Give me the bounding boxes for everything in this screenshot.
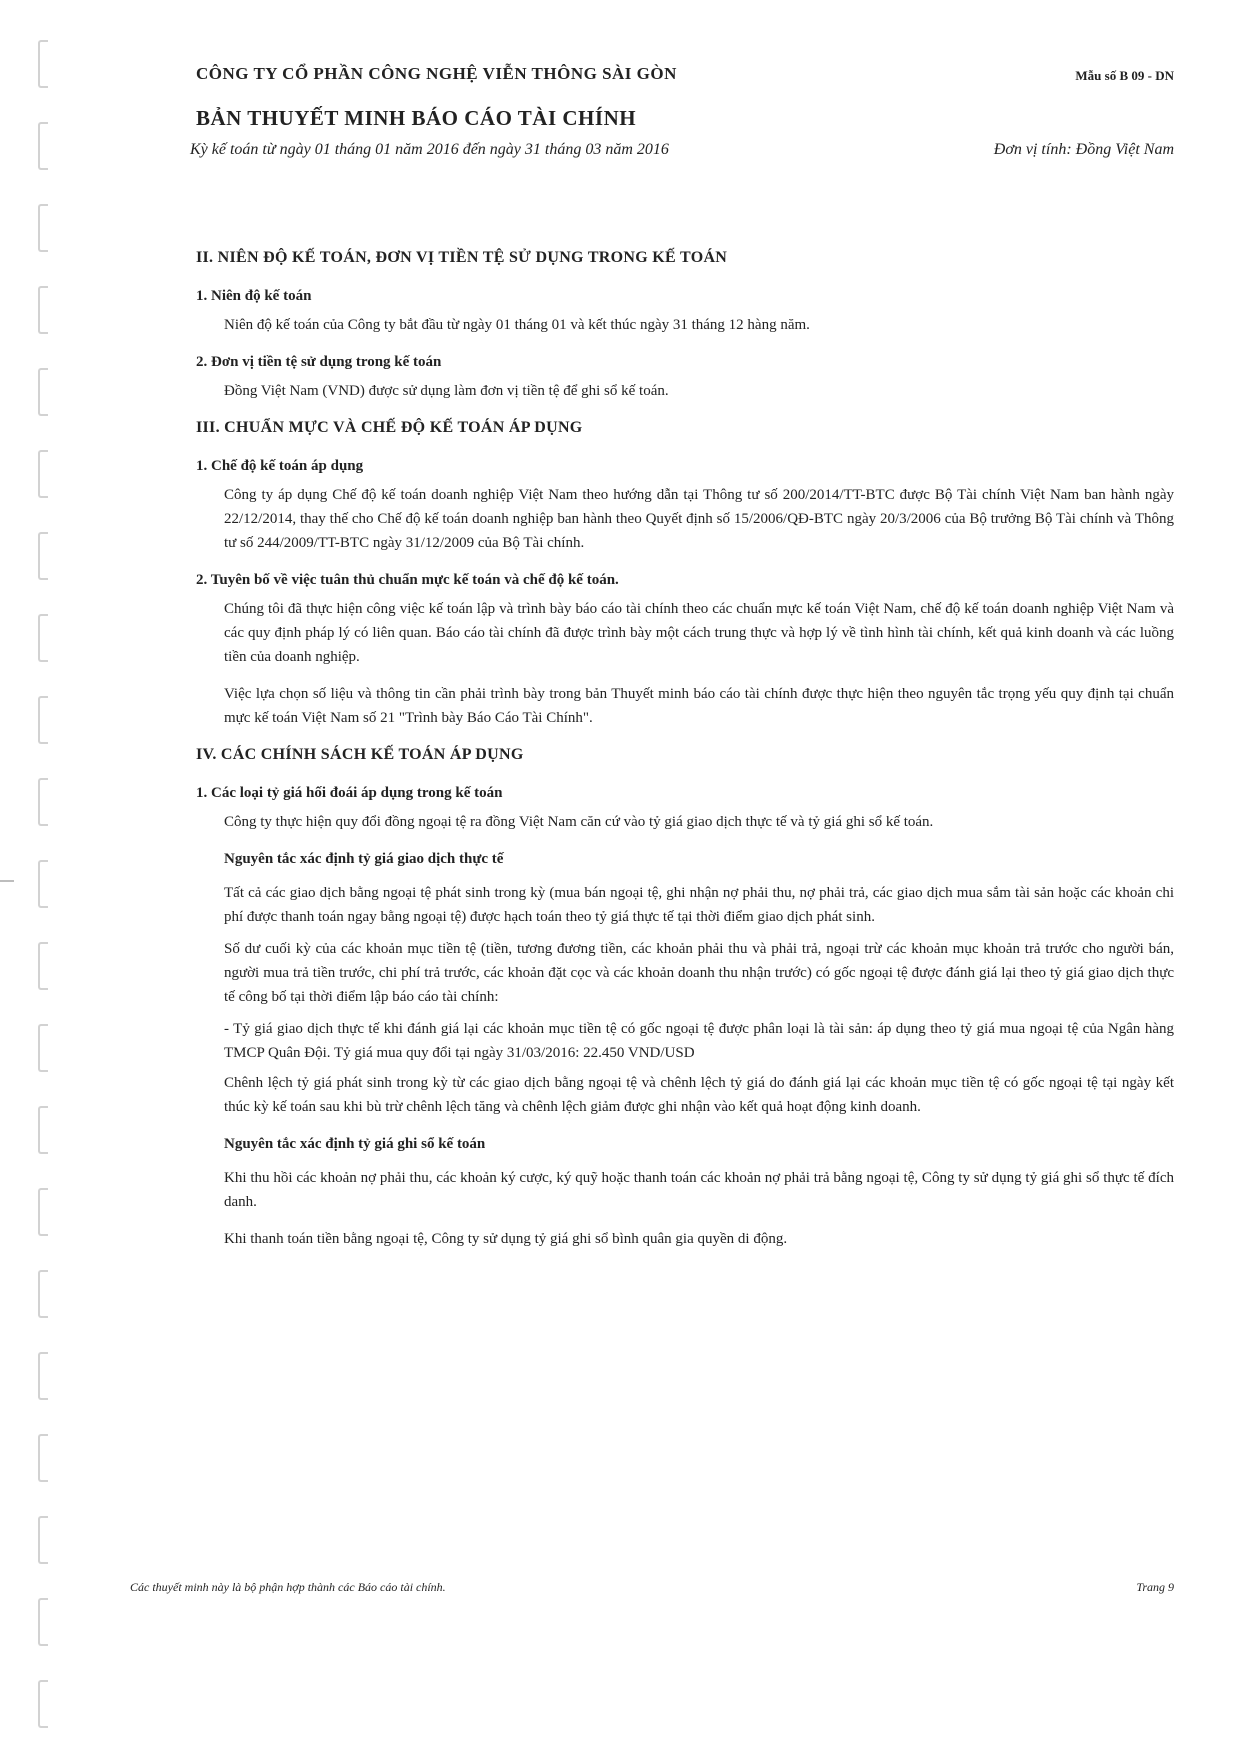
- paragraph: Đồng Việt Nam (VND) được sử dụng làm đơn vị tiền tệ để ghi sổ kế toán.: [224, 383, 669, 399]
- document-header: [190, 64, 1174, 165]
- binding-ring: [38, 1434, 48, 1482]
- period-row: [190, 141, 1174, 165]
- paragraph: Khi thu hồi các khoản nợ phải thu, các khoản ký cược, ký quỹ hoặc thanh toán các khoản nợ phải trả bằng ngoại tệ, Công ty sử dụng tỷ giá ghi sổ thực tế đích danh.: [224, 1170, 1174, 1210]
- section-heading: II. NIÊN ĐỘ KẾ TOÁN, ĐƠN VỊ TIỀN TỆ SỬ DỤNG TRONG KẾ TOÁN: [196, 249, 728, 266]
- footer-note: Các thuyết minh này là bộ phận hợp thành các Báo cáo tài chính.: [130, 1580, 446, 1594]
- binding-ring: [38, 696, 48, 744]
- binding-ring: [38, 122, 48, 170]
- binding-ring: [38, 368, 48, 416]
- paragraph: Chênh lệch tỷ giá phát sinh trong kỳ từ các giao dịch bằng ngoại tệ và chênh lệch tỷ giá do đánh giá lại các khoản mục tiền tệ có gốc ngoại tệ tại ngày kết thúc kỳ kế toán sau khi bù trừ chênh lệch tăng và chênh lệch giảm được ghi nhận vào kết quả hoạt động kinh doanh.: [224, 1075, 1174, 1115]
- binding-ring: [38, 860, 48, 908]
- document-title: BẢN THUYẾT MINH BÁO CÁO TÀI CHÍNH: [196, 106, 637, 130]
- scan-edge-mark: [0, 880, 14, 882]
- subsection-title: 1. Chế độ kế toán áp dụng: [196, 458, 364, 474]
- paragraph: - Tỷ giá giao dịch thực tế khi đánh giá lại các khoản mục tiền tệ có gốc ngoại tệ được phân loại là tài sản: áp dụng theo tỷ giá mua ngoại tệ của Ngân hàng TMCP Quân Đội. Tỷ giá mua quy đổi tại ngày 31/03/2016: 22.450 VND/USD: [224, 1021, 1174, 1061]
- binding-ring: [38, 40, 48, 88]
- bold-subheading: Nguyên tắc xác định tỷ giá ghi sổ kế toán: [224, 1136, 486, 1152]
- binding-ring: [38, 1516, 48, 1564]
- subsection-title: 2. Đơn vị tiền tệ sử dụng trong kế toán: [196, 354, 442, 370]
- binding-ring: [38, 1352, 48, 1400]
- section-heading: IV. CÁC CHÍNH SÁCH KẾ TOÁN ÁP DỤNG: [196, 746, 524, 763]
- currency-unit: Đơn vị tính: Đồng Việt Nam: [993, 141, 1174, 158]
- binding-ring: [38, 778, 48, 826]
- binding-ring: [38, 614, 48, 662]
- subsection-title: 1. Các loại tỷ giá hối đoái áp dụng trong kế toán: [196, 785, 503, 801]
- company-name: CÔNG TY CỔ PHẦN CÔNG NGHỆ VIỄN THÔNG SÀI GÒN: [196, 64, 677, 83]
- section-heading: III. CHUẨN MỰC VÀ CHẾ ĐỘ KẾ TOÁN ÁP DỤNG: [196, 419, 583, 436]
- binding-ring: [38, 942, 48, 990]
- binding-ring: [38, 450, 48, 498]
- paragraph: Công ty thực hiện quy đổi đồng ngoại tệ ra đồng Việt Nam căn cứ vào tỷ giá giao dịch thực tế và tỷ giá ghi sổ kế toán.: [224, 814, 934, 830]
- paragraph: Chúng tôi đã thực hiện công việc kế toán lập và trình bày báo cáo tài chính theo các chuẩn mực kế toán Việt Nam, chế độ kế toán doanh nghiệp Việt Nam và các quy định pháp lý có liên quan. Báo cáo tài chính đã được trình bày một cách trung thực và hợp lý về tình hình tài chính, kết quả kinh doanh và các luồng tiền của doanh nghiệp.: [224, 601, 1174, 665]
- paragraph: Khi thanh toán tiền bằng ngoại tệ, Công ty sử dụng tỷ giá ghi sổ bình quân gia quyền di động.: [224, 1231, 788, 1247]
- accounting-period: Kỳ kế toán từ ngày 01 tháng 01 năm 2016 đến ngày 31 tháng 03 năm 2016: [190, 141, 669, 158]
- binding-ring: [38, 1188, 48, 1236]
- binding-holes: [38, 40, 52, 1740]
- paragraph: Niên độ kế toán của Công ty bắt đầu từ ngày 01 tháng 01 và kết thúc ngày 31 tháng 12 hàng năm.: [224, 317, 810, 333]
- bold-subheading: Nguyên tắc xác định tỷ giá giao dịch thực tế: [224, 851, 504, 867]
- binding-ring: [38, 532, 48, 580]
- paragraph: Tất cả các giao dịch bằng ngoại tệ phát sinh trong kỳ (mua bán ngoại tệ, ghi nhận nợ phải thu, nợ phải trả, các giao dịch mua sắm tài sản hoặc các khoản chi phí được thanh toán ngay bằng ngoại tệ) được hạch toán theo tỷ giá thực tế tại thời điểm giao dịch phát sinh.: [224, 885, 1174, 925]
- paragraph: Công ty áp dụng Chế độ kế toán doanh nghiệp Việt Nam theo hướng dẫn tại Thông tư số 200/2014/TT-BTC được Bộ Tài chính Việt Nam ban hành ngày 22/12/2014, thay thế cho Chế độ kế toán doanh nghiệp ban hành theo Quyết định số 15/2006/QĐ-BTC ngày 20/3/2006 của Bộ trưởng Bộ Tài chính và Thông tư số 244/2009/TT-BTC ngày 31/12/2009 của Bộ Tài chính.: [224, 487, 1174, 551]
- page-number: Trang 9: [1136, 1580, 1174, 1594]
- binding-ring: [38, 286, 48, 334]
- subsection-title: 2. Tuyên bố về việc tuân thủ chuẩn mực kế toán và chế độ kế toán.: [196, 572, 619, 588]
- binding-ring: [38, 1270, 48, 1318]
- subsection-title: 1. Niên độ kế toán: [196, 288, 312, 304]
- binding-ring: [38, 204, 48, 252]
- paragraph: Việc lựa chọn số liệu và thông tin cần phải trình bày trong bản Thuyết minh báo cáo tài chính được thực hiện theo nguyên tắc trọng yếu quy định tại chuẩn mực kế toán Việt Nam số 21 "Trình bày Báo Cáo Tài Chính".: [224, 686, 1174, 726]
- page-footer: [130, 1580, 1174, 1595]
- form-number: Mẫu số B 09 - DN: [1075, 68, 1174, 83]
- binding-ring: [38, 1680, 48, 1728]
- binding-ring: [38, 1106, 48, 1154]
- paragraph: Số dư cuối kỳ của các khoản mục tiền tệ (tiền, tương đương tiền, các khoản phải thu và phải trả, ngoại trừ các khoản mục khoản trả trước cho người bán, người mua trả tiền trước, chi phí trả trước, các khoản đặt cọc và các khoản doanh thu nhận trước) có gốc ngoại tệ được đánh giá lại theo tỷ giá giao dịch thực tế công bố tại thời điểm lập báo cáo tài chính:: [224, 941, 1174, 1005]
- document-body: [196, 246, 1174, 1264]
- binding-ring: [38, 1598, 48, 1646]
- binding-ring: [38, 1024, 48, 1072]
